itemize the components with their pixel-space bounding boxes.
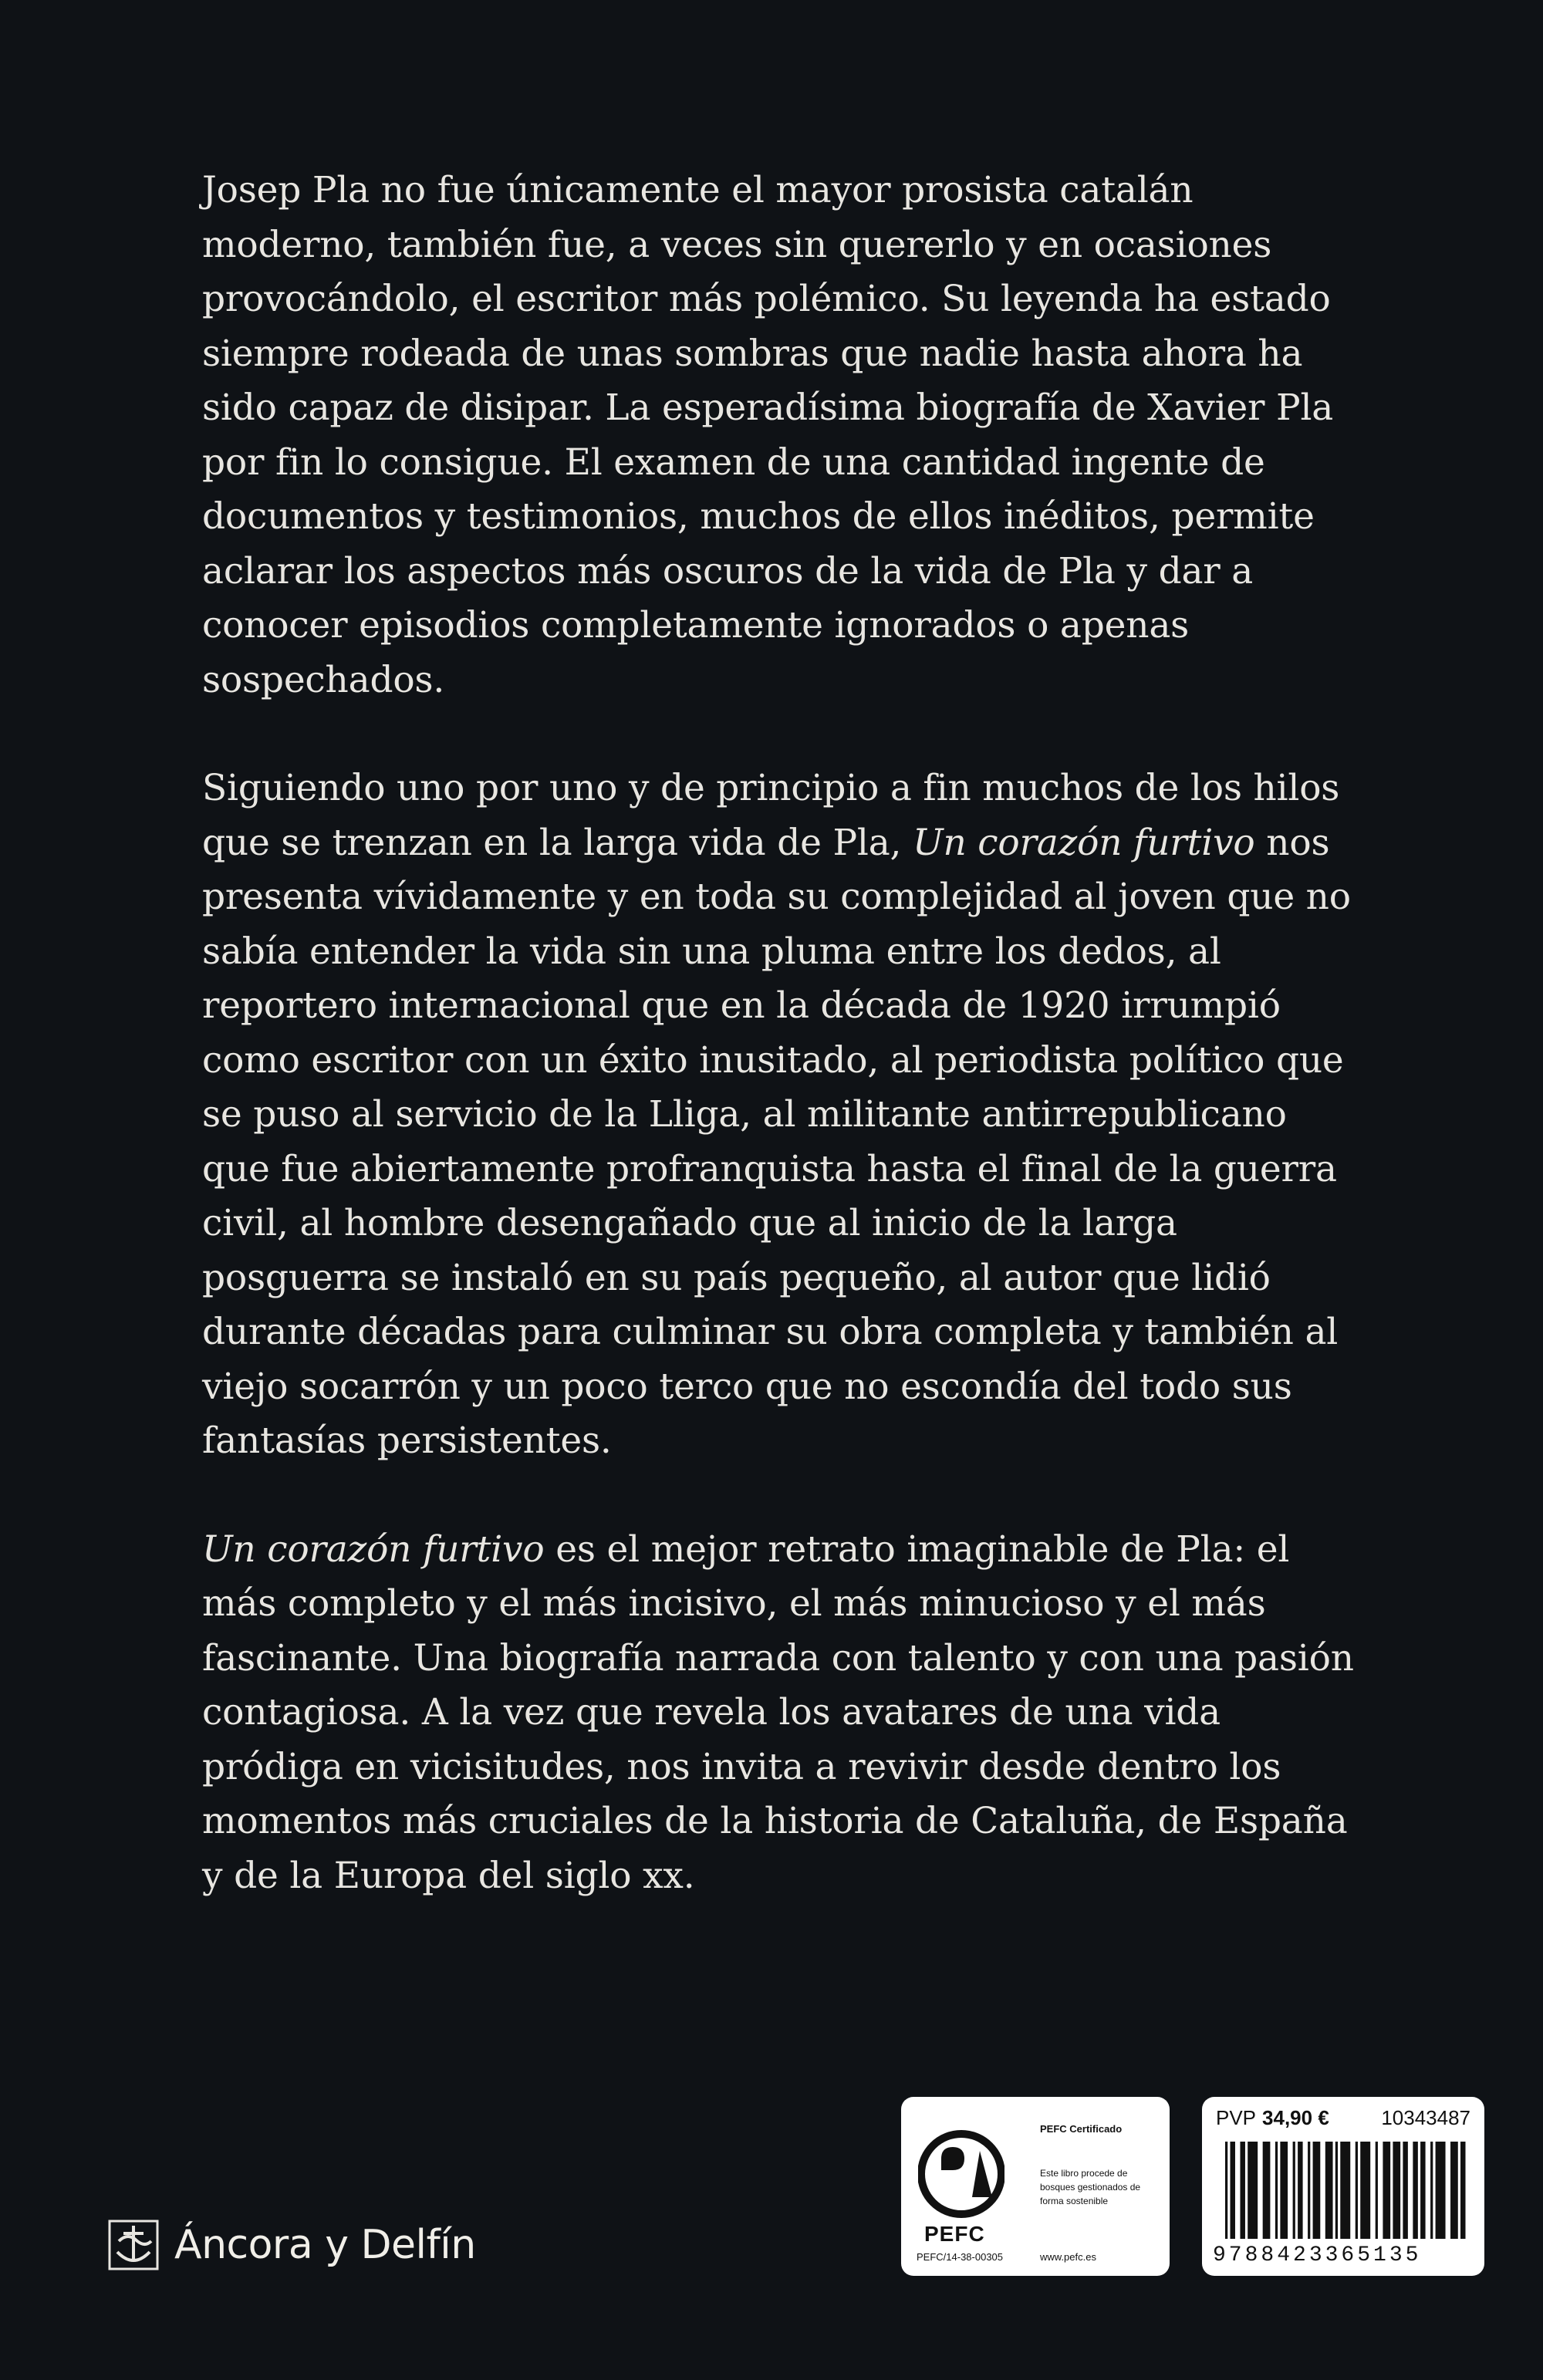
barcode-bar: [1308, 2142, 1310, 2239]
book-title-italic: Un corazón furtivo: [913, 821, 1255, 864]
barcode-bar: [1225, 2142, 1227, 2239]
barcode-bar: [1280, 2142, 1288, 2239]
barcode-bar: [1335, 2142, 1338, 2239]
barcode-bar: [1230, 2142, 1234, 2239]
barcode-bar: [1325, 2142, 1333, 2239]
isbn-number: 9788423365135: [1213, 2243, 1422, 2267]
barcode-bar: [1393, 2142, 1400, 2239]
barcode-bar: [1436, 2142, 1446, 2239]
paragraph-text: es el mejor retrato imaginable de Pla: el más completo y el más incisivo, el más minucioso y el más fascinante. Una biografía narrada con talento y con una pasión contagiosa. A la vez que revela los avatares de una vida pródiga en vicisitudes, nos invita a revivir desde dentro los momentos más cruciales de la historia de Cataluña, de España y de la Europa del siglo xx.: [202, 1528, 1354, 1897]
barcode-bar: [1275, 2142, 1278, 2239]
barcode-bar: [1356, 2142, 1358, 2239]
barcode-bar: [1383, 2142, 1390, 2239]
price: [1216, 2106, 1329, 2130]
barcode-bar: [1376, 2142, 1378, 2239]
barcode-bar: [1248, 2142, 1258, 2239]
pefc-description: Este libro procede de bosques gestionados de forma sostenible: [1040, 2168, 1141, 2206]
back-cover-text: [202, 164, 1359, 1903]
barcode-bar: [1298, 2142, 1302, 2239]
pefc-label: [901, 2097, 1170, 2276]
book-title-italic: Un corazón furtivo: [202, 1528, 545, 1571]
barcode-bar: [1240, 2142, 1244, 2239]
pefc-url: www.pefc.es: [1040, 2251, 1096, 2263]
price-barcode-label: [1202, 2097, 1484, 2276]
pefc-tree-logo-icon: [918, 2128, 1004, 2220]
publisher-imprint: [106, 2218, 476, 2272]
barcode-bar: [1413, 2142, 1417, 2239]
pefc-certified: PEFC Certificado: [1040, 2123, 1123, 2135]
synopsis-paragraph-3: [202, 1523, 1359, 1904]
synopsis-paragraph-2: [202, 761, 1359, 1469]
barcode-bar: [1313, 2142, 1321, 2239]
price-value: 34,90 €: [1262, 2106, 1329, 2129]
barcode-bar: [1403, 2142, 1407, 2239]
paragraph-text: nos presenta vívidamente y en toda su complejidad al joven que no sabía entender la vida sin una pluma entre los dedos, al reportero internacional que en la década de 1920 irrumpió como escritor con un éxito inusitado, al periodista político que se puso al servicio de la Lliga, al militante antirrepublicano que fue abiertamente profranquista hasta el final de la guerra civil, al hombre desengañado que al inicio de la larga posguerra se instaló en su país pequeño, al autor que lidió durante décadas para culminar su obra completa y también al viejo socarrón y un poco terco que no escondía del todo sus fantasías persistentes.: [202, 821, 1351, 1462]
barcode-bar: [1360, 2142, 1370, 2239]
barcode-bar: [1450, 2142, 1458, 2239]
barcode-icon: [1225, 2142, 1470, 2239]
barcode-bar: [1263, 2142, 1271, 2239]
barcode-bar: [1293, 2142, 1295, 2239]
barcode-bar: [1430, 2142, 1433, 2239]
pefc-name: PEFC: [924, 2222, 985, 2246]
publisher-name: Áncora y Delfín: [174, 2222, 476, 2268]
barcode-bar: [1340, 2142, 1350, 2239]
paragraph-text: Siguiendo uno por uno y de principio a fin muchos de los hilos que se trenzan en la larga vida de Pla,: [202, 767, 1340, 864]
pvp-label: PVP: [1216, 2106, 1257, 2129]
paragraph-text: Josep Pla no fue únicamente el mayor prosista catalán moderno, también fue, a veces sin quererlo y en ocasiones provocándolo, el escritor más polémico. Su leyenda ha estado siempre rodeada de unas sombras que nadie hasta ahora ha sido capaz de disipar. La esperadísima biografía de Xavier Pla por fin lo consigue. El examen de una cantidad ingente de documentos y testimonios, muchos de ellos inéditos, permite aclarar los aspectos más oscuros de la vida de Pla y dar a conocer episodios completamente ignorados o apenas sospechados.: [202, 169, 1334, 701]
anchor-dolphin-icon: [106, 2218, 160, 2272]
barcode-bar: [1420, 2142, 1425, 2239]
pefc-code: PEFC/14-38-00305: [917, 2251, 1004, 2263]
product-code: 10343487: [1381, 2106, 1470, 2129]
synopsis-paragraph-1: [202, 164, 1359, 707]
barcode-bar: [1460, 2142, 1465, 2239]
